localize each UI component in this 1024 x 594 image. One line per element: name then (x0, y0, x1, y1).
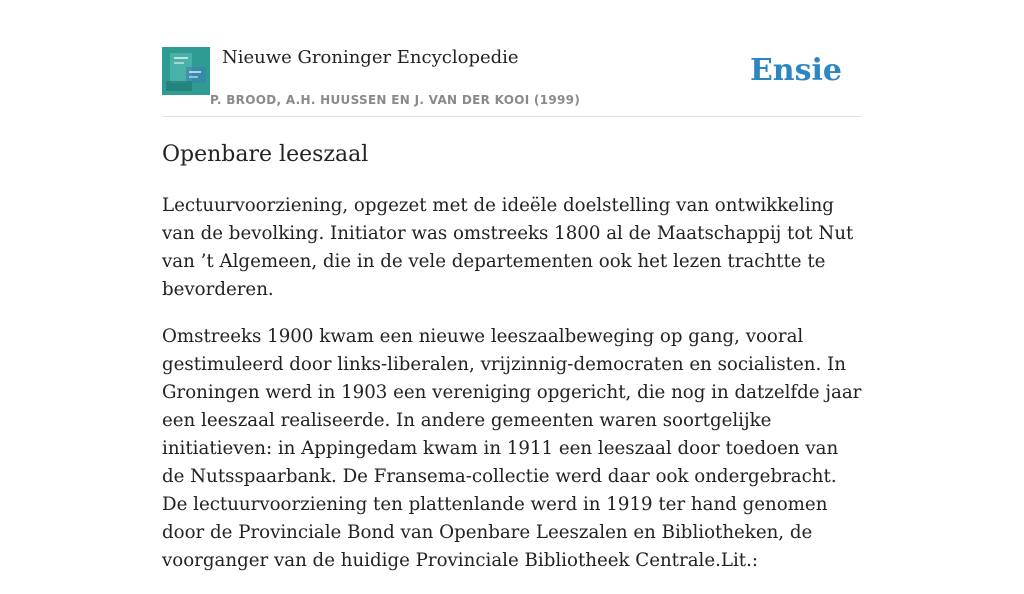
article-title: Openbare leeszaal (162, 142, 369, 167)
source-header (162, 46, 862, 117)
source-title-link[interactable]: Nieuwe Groninger Encyclopedie (222, 47, 519, 68)
article-paragraph-2: Omstreeks 1900 kwam een nieuwe leeszaalbeweging op gang, vooral gestimuleerd door links-liberalen, vrijzinnig-democraten en socialisten. In Groningen werd in 1903 een vereniging opgericht, die nog in datzelfde jaar een leeszaal realiseerde. In andere gemeenten waren soortgelijke initiatieven: in Appingedam kwam in 1911 een leeszaal door toedoen van de Nutsspaarbank. De Fransema-collectie werd daar ook ondergebracht. De lectuurvoorziening ten plattenlande werd in 1919 ter hand genomen door de Provinciale Bond van Openbare Leeszalen en Bibliotheken, de voorganger van de huidige Provinciale Bibliotheek Centrale.Lit.: (162, 326, 862, 571)
source-authors: P. BROOD, A.H. HUUSSEN EN J. VAN DER KOOI (1999) (210, 93, 581, 107)
article-paragraph-1: Lectuurvoorziening, opgezet met de ideële doelstelling van ontwikkeling van de bevolking. Initiator was omstreeks 1800 al de Maatschappij tot Nut van ’t Algemeen, die in de vele departementen ook het lezen trachtte te bevorderen. (162, 195, 854, 300)
source-cover-image[interactable] (162, 47, 210, 95)
ensie-logo-link[interactable]: Ensie (749, 53, 842, 88)
article-body (162, 192, 862, 594)
book-cover-icon (162, 47, 210, 95)
